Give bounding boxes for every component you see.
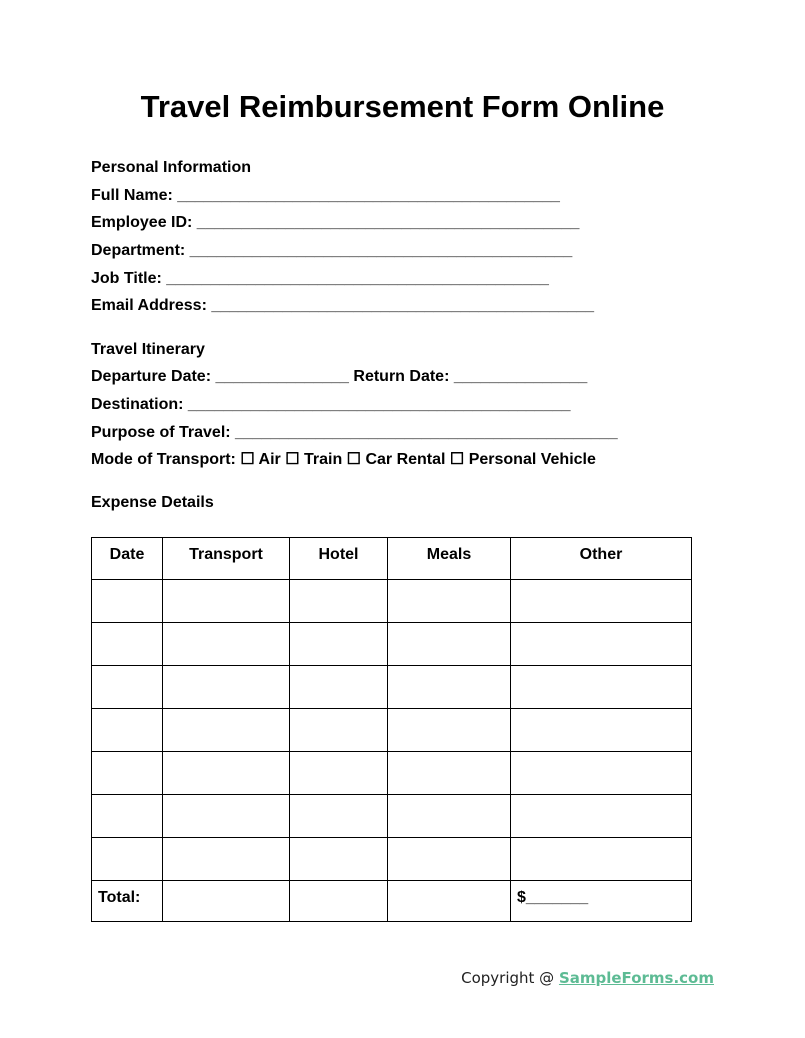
- table-cell[interactable]: [163, 752, 290, 795]
- full-name-field[interactable]: Full Name: ___________________________________________: [91, 187, 560, 204]
- column-header-meals: Meals: [388, 538, 511, 580]
- total-hotel-cell[interactable]: [290, 881, 388, 922]
- table-cell[interactable]: [511, 580, 692, 623]
- column-header-hotel: Hotel: [290, 538, 388, 580]
- table-cell[interactable]: [92, 666, 163, 709]
- column-header-transport: Transport: [163, 538, 290, 580]
- table-cell[interactable]: [388, 795, 511, 838]
- expense-table: [91, 537, 692, 922]
- table-cell[interactable]: [388, 709, 511, 752]
- table-cell[interactable]: [388, 838, 511, 881]
- travel-dates-fields[interactable]: Departure Date: _______________ Return Date: _______________: [91, 368, 588, 385]
- table-row: [92, 752, 692, 795]
- table-cell[interactable]: [92, 709, 163, 752]
- section-heading-expenses: Expense Details: [91, 494, 214, 511]
- table-cell[interactable]: [92, 580, 163, 623]
- table-cell[interactable]: [290, 752, 388, 795]
- table-cell[interactable]: [290, 709, 388, 752]
- table-row: [92, 580, 692, 623]
- table-row: [92, 666, 692, 709]
- email-address-field[interactable]: Email Address: ___________________________________________: [91, 297, 594, 314]
- table-cell[interactable]: [388, 623, 511, 666]
- copyright-text: Copyright @: [461, 969, 559, 987]
- table-cell[interactable]: [163, 795, 290, 838]
- table-cell[interactable]: [511, 752, 692, 795]
- table-cell[interactable]: [290, 795, 388, 838]
- table-cell[interactable]: [290, 838, 388, 881]
- employee-id-field[interactable]: Employee ID: ___________________________________________: [91, 214, 580, 231]
- total-meals-cell[interactable]: [388, 881, 511, 922]
- table-cell[interactable]: [511, 709, 692, 752]
- destination-field[interactable]: Destination: ___________________________________________: [91, 396, 571, 413]
- table-cell[interactable]: [388, 752, 511, 795]
- table-cell[interactable]: [290, 580, 388, 623]
- page-title: Travel Reimbursement Form Online: [140, 89, 665, 124]
- table-cell[interactable]: [163, 666, 290, 709]
- table-row: [92, 709, 692, 752]
- department-field[interactable]: Department: ___________________________________________: [91, 242, 573, 259]
- table-row: [92, 795, 692, 838]
- column-header-date: Date: [92, 538, 163, 580]
- table-cell[interactable]: [163, 580, 290, 623]
- copyright-notice: [461, 969, 714, 987]
- column-header-other: Other: [511, 538, 692, 580]
- table-cell[interactable]: [163, 838, 290, 881]
- table-cell[interactable]: [511, 623, 692, 666]
- table-cell[interactable]: [511, 666, 692, 709]
- expense-table-header: [92, 538, 692, 580]
- table-cell[interactable]: [511, 795, 692, 838]
- purpose-of-travel-field[interactable]: Purpose of Travel: ___________________________________________: [91, 424, 618, 441]
- table-cell[interactable]: [388, 580, 511, 623]
- total-transport-cell[interactable]: [163, 881, 290, 922]
- section-heading-personal: Personal Information: [91, 159, 252, 176]
- mode-of-transport-options[interactable]: Mode of Transport: ☐ Air ☐ Train ☐ Car Rental ☐ Personal Vehicle: [91, 451, 596, 468]
- table-cell[interactable]: [290, 623, 388, 666]
- table-cell[interactable]: [163, 709, 290, 752]
- table-cell[interactable]: [92, 752, 163, 795]
- total-other-cell[interactable]: $_______: [511, 881, 692, 922]
- table-cell[interactable]: [92, 795, 163, 838]
- total-row: [92, 881, 692, 922]
- total-label: Total:: [92, 881, 163, 922]
- table-row: [92, 838, 692, 881]
- table-cell[interactable]: [290, 666, 388, 709]
- job-title-field[interactable]: Job Title: ___________________________________________: [91, 270, 549, 287]
- sampleforms-link[interactable]: SampleForms.com: [558, 969, 714, 987]
- table-cell[interactable]: [388, 666, 511, 709]
- section-heading-itinerary: Travel Itinerary: [91, 341, 205, 358]
- table-cell[interactable]: [92, 838, 163, 881]
- table-cell[interactable]: [92, 623, 163, 666]
- table-cell[interactable]: [163, 623, 290, 666]
- table-cell[interactable]: [511, 838, 692, 881]
- table-row: [92, 623, 692, 666]
